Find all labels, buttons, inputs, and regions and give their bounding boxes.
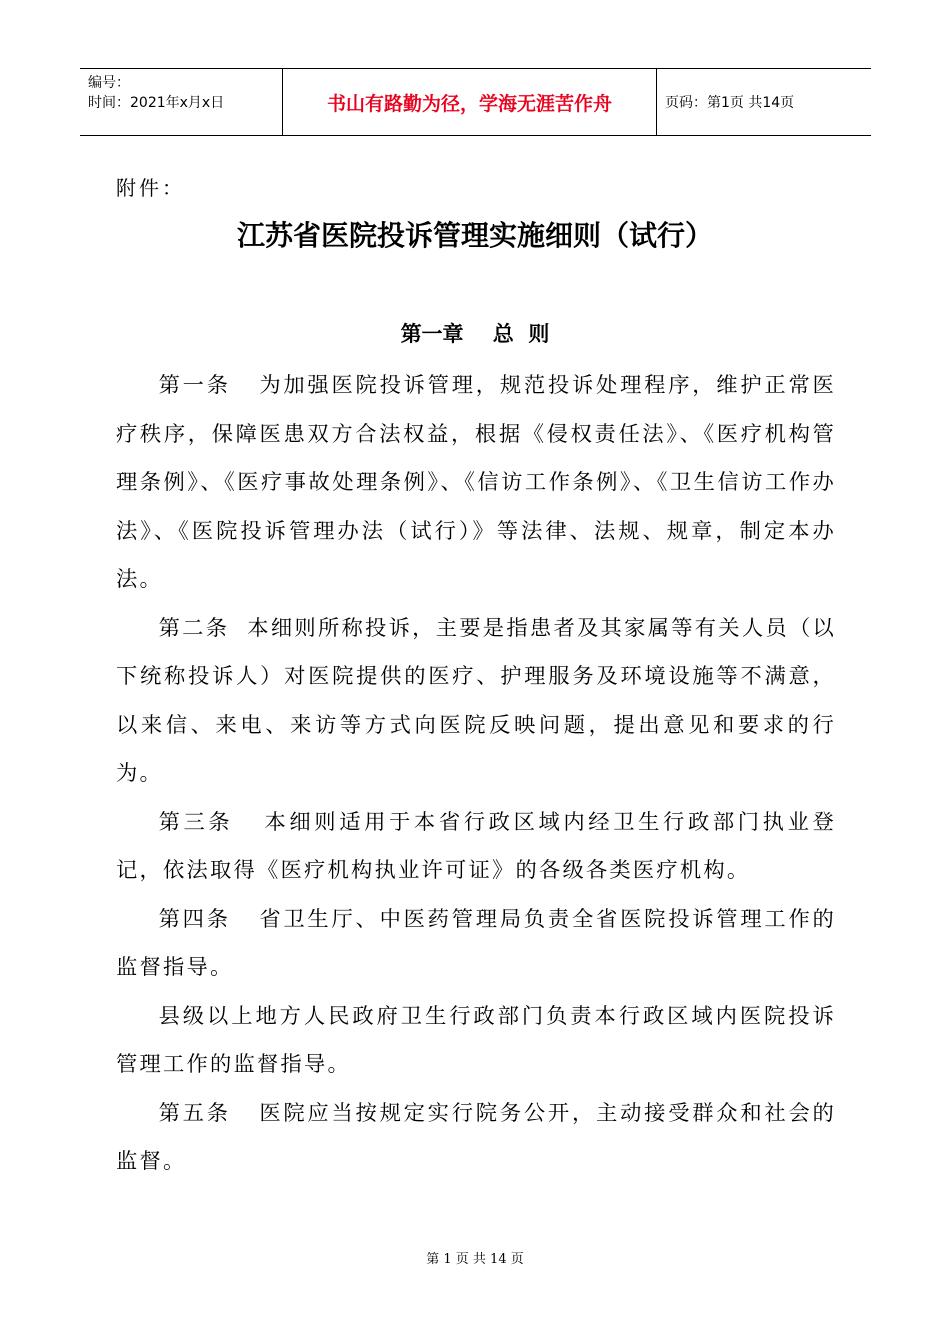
paragraph-article-3: 第三条 本细则适用于本省行政区域内经卫生行政部门执业登记，依法取得《医疗机构执业许可证》的各级各类医疗机构。 xyxy=(116,809,836,883)
header-page-info: 页码：第1页 共14页 xyxy=(665,95,795,111)
document-body xyxy=(116,362,836,1187)
page-footer: 第 1 页 共 14 页 xyxy=(426,1252,524,1267)
paragraph-article-4: 第四条 省卫生厅、中医药管理局负责全省医院投诉管理工作的监督指导。 xyxy=(116,906,836,980)
document-number-label: 编号： xyxy=(88,75,130,91)
attachment-label: 附件： xyxy=(116,176,185,200)
header-meta-cell xyxy=(80,69,282,135)
paragraph-article-1: 第一条 为加强医院投诉管理，规范投诉处理程序，维护正常医疗秩序，保障医患双方合法权益，根据《侵权责任法》、《医疗机构管理条例》、《医疗事故处理条例》、《信访工作条例》、《卫生信访工作办法》、《医院投诉管理办法（试行）》等法律、法规、规章，制定本办法。 xyxy=(116,373,836,592)
paragraph-article-4-cont: 县级以上地方人民政府卫生行政部门负责本行政区域内医院投诉管理工作的监督指导。 xyxy=(116,1003,836,1077)
document-title: 江苏省医院投诉管理实施细则（试行） xyxy=(236,219,713,252)
header-motto: 书山有路勤为径，学海无涯苦作舟 xyxy=(282,69,657,135)
document-time-label: 时间：2021年x月x日 xyxy=(88,95,225,111)
paragraph-article-5: 第五条 医院应当按规定实行院务公开，主动接受群众和社会的监督。 xyxy=(116,1100,836,1174)
document-header-table xyxy=(80,68,871,136)
paragraph-article-2: 第二条 本细则所称投诉，主要是指患者及其家属等有关人员（以下统称投诉人）对医院提供的医疗、护理服务及环境设施等不满意，以来信、来电、来访等方式向医院反映问题，提出意见和要求的行为。 xyxy=(116,615,836,786)
chapter-title: 第一章 总 则 xyxy=(400,322,550,346)
